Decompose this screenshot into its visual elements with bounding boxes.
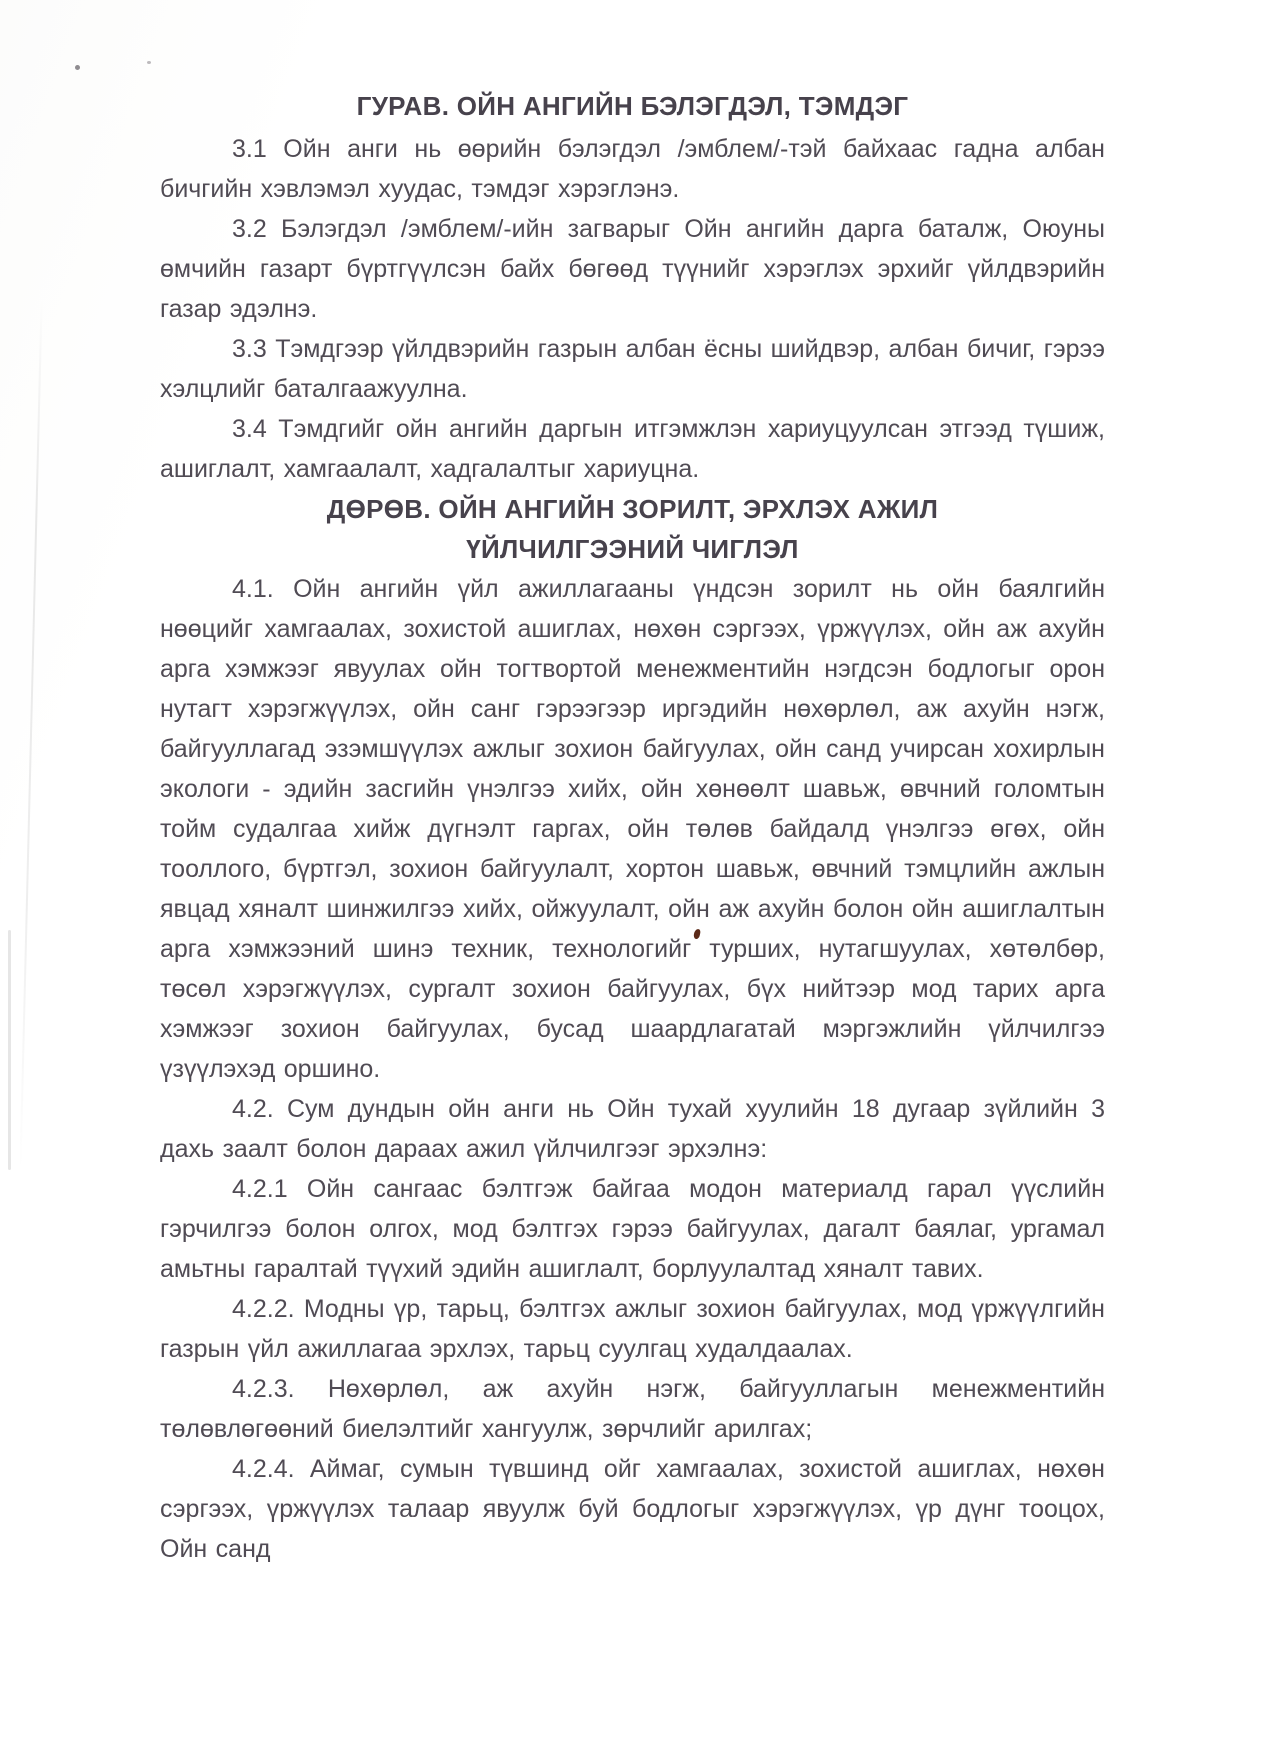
clause-4-1: 4.1. Ойн ангийн үйл ажиллагааны үндсэн зорилт нь ойн баялгийн нөөцийг хамгаалах, зохистой ашиглах, нөхөн сэргээх, үржүүлэх, ойн аж ахуйн арга хэмжээг явуулах ойн тогтвортой менежментийн нэгдсэн бодлогыг орон нутагт хэрэгжүүлэх, ойн санг гэрээгээр иргэдийн нөхөрлөл, аж ахуйн нэгж, байгууллагад эзэмшүүлэх ажлыг зохион байгуулах, ойн санд учирсан хохирлын экологи - эдийн засгийн үнэлгээ хийх, ойн хөнөөлт шавьж, өвчний голомтын тойм судалгаа хийж дүгнэлт гаргах, ойн төлөв байдалд үнэлгээ өгөх, ойн тооллого, бүртгэл, зохион байгуулалт, хортон шавьж, өвчний тэмцлийн ажлын явцад хяналт шинжилгээ хийх, ойжуулалт, ойн аж ахуйн болон ойн ашиглалтын арга хэмжээний шинэ техник, технологийг турших, нутагшуулах, хөтөлбөр, төсөл хэрэгжүүлэх, сургалт зохион байгуулах, бүх нийтээр мод тарих арга хэмжээг зохион байгуулах, бусад шаардлагатай мэргэжлийн үйлчилгээ үзүүлэхэд оршино. [160,575,1105,1083]
section-4-heading-line1: ДӨРӨВ. ОЙН АНГИЙН ЗОРИЛТ, ЭРХЛЭХ АЖИЛ [326,494,939,524]
clause-3-4: 3.4 Тэмдгийг ойн ангийн даргын итгэмжлэн хариуцуулсан этгээд түшиж, ашиглалт, хамгаалалт, хадгалалтыг хариуцна. [160,415,1105,483]
clause-3-3: 3.3 Тэмдгээр үйлдвэрийн газрын албан ёсны шийдвэр, албан бичиг, гэрээ хэлцлийг баталгаажуулна. [160,335,1105,403]
clause-4-2-1: 4.2.1 Ойн сангаас бэлтгэж байгаа модон материалд гарал үүслийн гэрчилгээ болон олгох, мод бэлтгэх гэрээ байгуулах, дагалт баялаг, ургамал амьтны гаралтай түүхий эдийн ашиглалт, борлуулалтад хяналт тавих. [160,1175,1105,1283]
clause-4-2-4: 4.2.4. Аймаг, сумын түвшинд ойг хамгаалах, зохистой ашиглах, нөхөн сэргээх, үржүүлэх талаар явуулж буй бодлогыг хэрэгжүүлэх, үр дүнг тооцох, Ойн санд [160,1455,1105,1563]
document-body [160,86,1105,1569]
scan-speck [75,65,80,70]
clause-4-2: 4.2. Сум дундын ойн анги нь Ойн тухай хуулийн 18 дугаар зүйлийн 3 дахь заалт болон дараах ажил үйлчилгээг эрхэлнэ: [160,1095,1105,1163]
scan-edge-mark [8,930,11,1170]
section-3-heading: ГУРАВ. ОЙН АНГИЙН БЭЛЭГДЭЛ, ТЭМДЭГ [356,91,909,121]
clause-3-1: 3.1 Ойн анги нь өөрийн бэлэгдэл /эмблем/-тэй байхаас гадна албан бичгийн хэвлэмэл хуудас, тэмдэг хэрэглэнэ. [160,135,1105,203]
scan-speck [147,61,151,64]
section-4-heading-line2: ҮЙЛЧИЛГЭЭНИЙ ЧИГЛЭЛ [466,534,799,564]
clause-4-2-2: 4.2.2. Модны үр, тарьц, бэлтгэх ажлыг зохион байгуулах, мод үржүүлгийн газрын үйл ажиллагаа эрхлэх, тарьц суулгац худалдаалах. [160,1295,1105,1363]
scan-crease [19,300,42,1170]
clause-4-2-3: 4.2.3. Нөхөрлөл, аж ахуйн нэгж, байгууллагын менежментийн төлөвлөгөөний биелэлтийг хангуулж, зөрчлийг арилгах; [160,1375,1105,1443]
clause-3-2: 3.2 Бэлэгдэл /эмблем/-ийн загварыг Ойн ангийн дарга баталж, Оюуны өмчийн газарт бүртгүүлсэн байх бөгөөд түүнийг хэрэглэх эрхийг үйлдвэрийн газар эдэлнэ. [160,215,1105,323]
